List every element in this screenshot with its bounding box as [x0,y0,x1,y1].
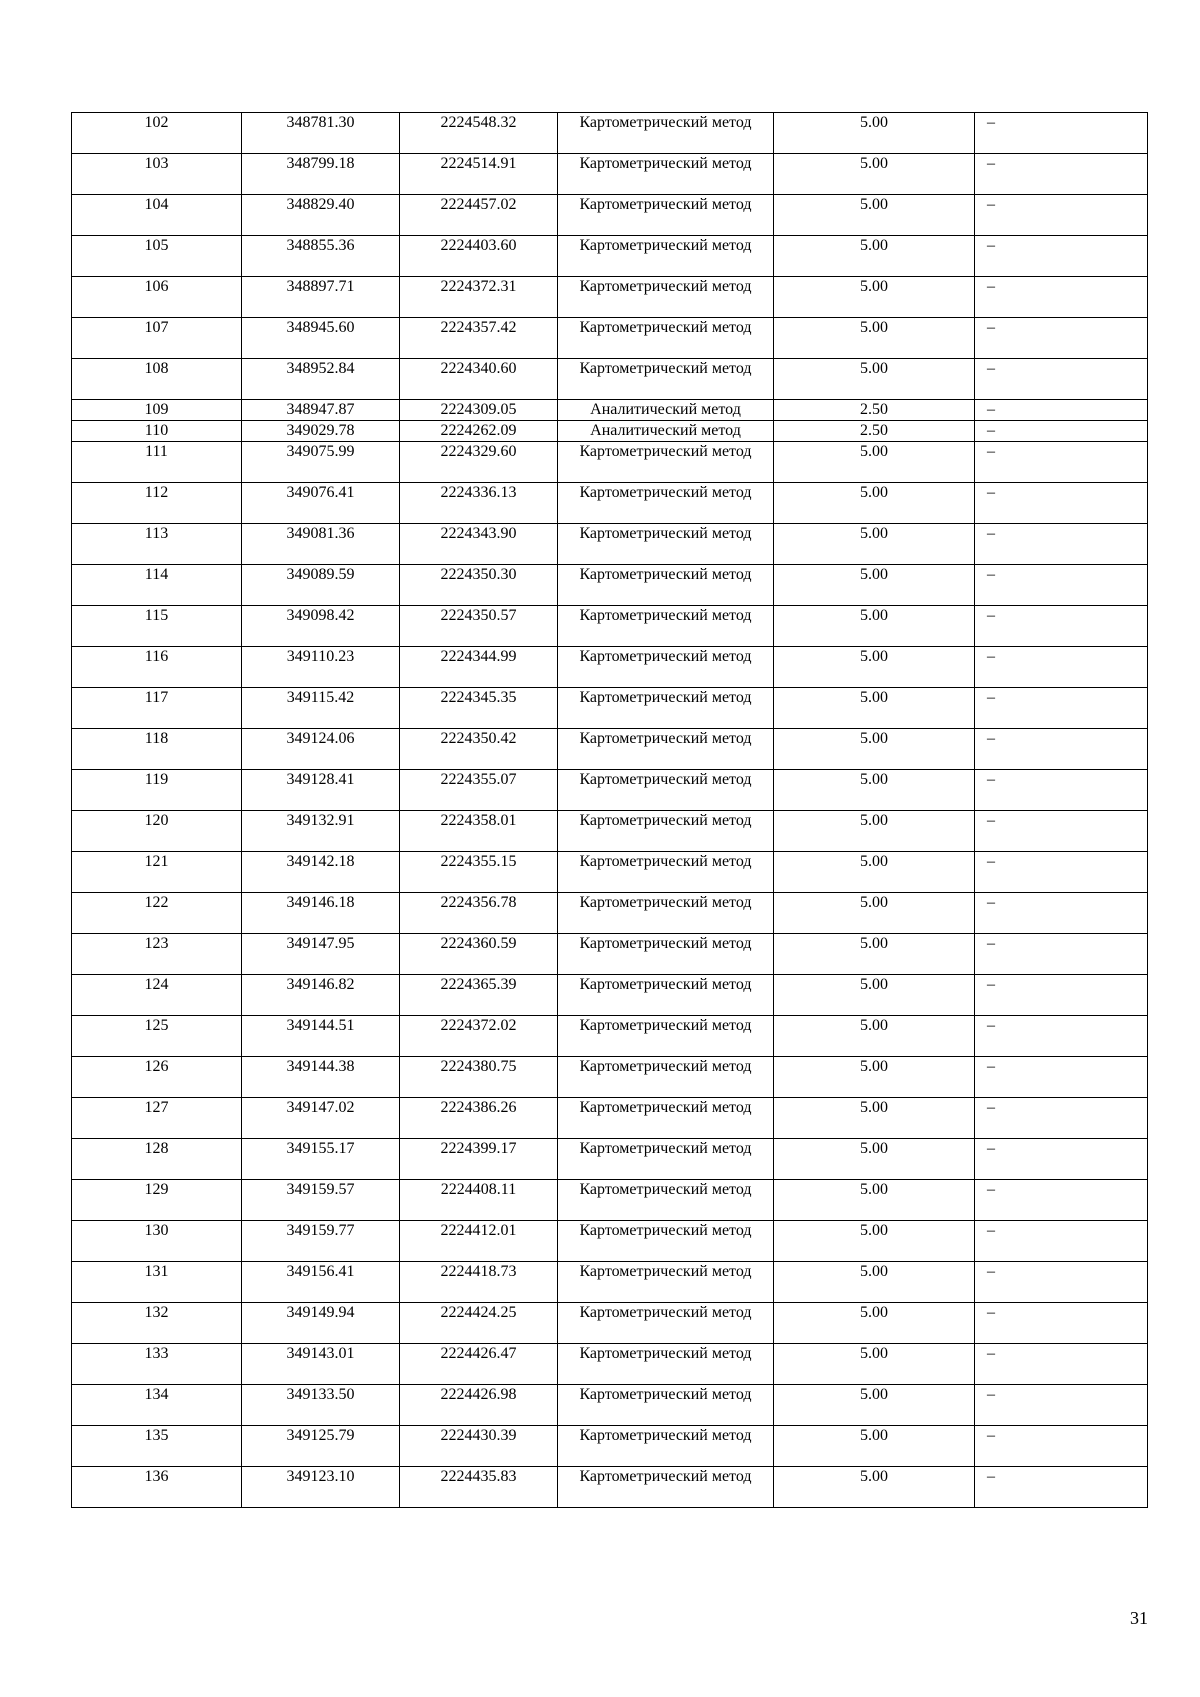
y-coordinate-cell: 2224399.17 [400,1139,558,1180]
y-coordinate-cell: 2224340.60 [400,359,558,400]
method-cell: Картометрический метод [558,1180,774,1221]
note-cell: – [975,811,1148,852]
precision-cell: 5.00 [774,483,975,524]
table-row [72,154,1148,195]
coordinates-table-body [72,113,1148,1508]
note-cell: – [975,934,1148,975]
x-coordinate-cell: 349132.91 [242,811,400,852]
note-cell: – [975,1180,1148,1221]
note-cell: – [975,1344,1148,1385]
precision-cell: 2.50 [774,400,975,421]
y-coordinate-cell: 2224372.31 [400,277,558,318]
note-cell: – [975,318,1148,359]
precision-cell: 5.00 [774,1262,975,1303]
precision-cell: 2.50 [774,421,975,442]
table-row [72,688,1148,729]
y-coordinate-cell: 2224358.01 [400,811,558,852]
point-number-cell: 108 [72,359,242,400]
method-cell: Картометрический метод [558,565,774,606]
x-coordinate-cell: 348799.18 [242,154,400,195]
table-row [72,1057,1148,1098]
precision-cell: 5.00 [774,277,975,318]
precision-cell: 5.00 [774,565,975,606]
point-number-cell: 129 [72,1180,242,1221]
x-coordinate-cell: 348781.30 [242,113,400,154]
method-cell: Аналитический метод [558,421,774,442]
point-number-cell: 116 [72,647,242,688]
table-row [72,1016,1148,1057]
x-coordinate-cell: 349156.41 [242,1262,400,1303]
precision-cell: 5.00 [774,975,975,1016]
method-cell: Картометрический метод [558,483,774,524]
page-number: 31 [1130,1608,1148,1628]
point-number-cell: 134 [72,1385,242,1426]
x-coordinate-cell: 349089.59 [242,565,400,606]
note-cell: – [975,1385,1148,1426]
note-cell: – [975,195,1148,236]
y-coordinate-cell: 2224344.99 [400,647,558,688]
method-cell: Картометрический метод [558,113,774,154]
point-number-cell: 133 [72,1344,242,1385]
x-coordinate-cell: 348947.87 [242,400,400,421]
method-cell: Картометрический метод [558,318,774,359]
table-row [72,647,1148,688]
x-coordinate-cell: 349146.82 [242,975,400,1016]
y-coordinate-cell: 2224309.05 [400,400,558,421]
method-cell: Аналитический метод [558,400,774,421]
method-cell: Картометрический метод [558,1426,774,1467]
precision-cell: 5.00 [774,1139,975,1180]
method-cell: Картометрический метод [558,647,774,688]
point-number-cell: 114 [72,565,242,606]
precision-cell: 5.00 [774,236,975,277]
table-row [72,770,1148,811]
precision-cell: 5.00 [774,688,975,729]
point-number-cell: 117 [72,688,242,729]
x-coordinate-cell: 349159.77 [242,1221,400,1262]
y-coordinate-cell: 2224350.57 [400,606,558,647]
method-cell: Картометрический метод [558,852,774,893]
x-coordinate-cell: 349123.10 [242,1467,400,1508]
table-row [72,236,1148,277]
x-coordinate-cell: 349155.17 [242,1139,400,1180]
table-row [72,1303,1148,1344]
method-cell: Картометрический метод [558,1467,774,1508]
precision-cell: 5.00 [774,1180,975,1221]
x-coordinate-cell: 348855.36 [242,236,400,277]
x-coordinate-cell: 349144.38 [242,1057,400,1098]
x-coordinate-cell: 349128.41 [242,770,400,811]
point-number-cell: 130 [72,1221,242,1262]
table-row [72,1139,1148,1180]
method-cell: Картометрический метод [558,1057,774,1098]
table-row [72,277,1148,318]
precision-cell: 5.00 [774,1057,975,1098]
note-cell: – [975,1098,1148,1139]
precision-cell: 5.00 [774,154,975,195]
precision-cell: 5.00 [774,1467,975,1508]
y-coordinate-cell: 2224418.73 [400,1262,558,1303]
method-cell: Картометрический метод [558,934,774,975]
point-number-cell: 121 [72,852,242,893]
x-coordinate-cell: 349029.78 [242,421,400,442]
table-row [72,359,1148,400]
table-row [72,1467,1148,1508]
x-coordinate-cell: 349147.02 [242,1098,400,1139]
method-cell: Картометрический метод [558,236,774,277]
y-coordinate-cell: 2224356.78 [400,893,558,934]
precision-cell: 5.00 [774,852,975,893]
precision-cell: 5.00 [774,893,975,934]
method-cell: Картометрический метод [558,1385,774,1426]
method-cell: Картометрический метод [558,195,774,236]
table-row [72,1221,1148,1262]
method-cell: Картометрический метод [558,688,774,729]
method-cell: Картометрический метод [558,277,774,318]
y-coordinate-cell: 2224360.59 [400,934,558,975]
note-cell: – [975,852,1148,893]
note-cell: – [975,1139,1148,1180]
method-cell: Картометрический метод [558,1139,774,1180]
y-coordinate-cell: 2224365.39 [400,975,558,1016]
precision-cell: 5.00 [774,729,975,770]
table-row [72,524,1148,565]
point-number-cell: 135 [72,1426,242,1467]
x-coordinate-cell: 348897.71 [242,277,400,318]
precision-cell: 5.00 [774,647,975,688]
x-coordinate-cell: 349115.42 [242,688,400,729]
precision-cell: 5.00 [774,1385,975,1426]
y-coordinate-cell: 2224548.32 [400,113,558,154]
note-cell: – [975,1016,1148,1057]
point-number-cell: 125 [72,1016,242,1057]
precision-cell: 5.00 [774,1016,975,1057]
point-number-cell: 104 [72,195,242,236]
note-cell: – [975,606,1148,647]
point-number-cell: 109 [72,400,242,421]
method-cell: Картометрический метод [558,359,774,400]
note-cell: – [975,565,1148,606]
y-coordinate-cell: 2224457.02 [400,195,558,236]
precision-cell: 5.00 [774,606,975,647]
x-coordinate-cell: 349098.42 [242,606,400,647]
point-number-cell: 118 [72,729,242,770]
x-coordinate-cell: 349124.06 [242,729,400,770]
y-coordinate-cell: 2224412.01 [400,1221,558,1262]
note-cell: – [975,1057,1148,1098]
y-coordinate-cell: 2224426.47 [400,1344,558,1385]
y-coordinate-cell: 2224262.09 [400,421,558,442]
table-row [72,606,1148,647]
table-row [72,893,1148,934]
x-coordinate-cell: 349142.18 [242,852,400,893]
precision-cell: 5.00 [774,811,975,852]
precision-cell: 5.00 [774,113,975,154]
method-cell: Картометрический метод [558,154,774,195]
x-coordinate-cell: 349133.50 [242,1385,400,1426]
note-cell: – [975,647,1148,688]
note-cell: – [975,1262,1148,1303]
precision-cell: 5.00 [774,524,975,565]
y-coordinate-cell: 2224355.15 [400,852,558,893]
method-cell: Картометрический метод [558,442,774,483]
table-row [72,318,1148,359]
x-coordinate-cell: 348952.84 [242,359,400,400]
point-number-cell: 115 [72,606,242,647]
method-cell: Картометрический метод [558,1016,774,1057]
method-cell: Картометрический метод [558,729,774,770]
point-number-cell: 122 [72,893,242,934]
precision-cell: 5.00 [774,318,975,359]
table-row [72,113,1148,154]
x-coordinate-cell: 349081.36 [242,524,400,565]
x-coordinate-cell: 349143.01 [242,1344,400,1385]
note-cell: – [975,729,1148,770]
y-coordinate-cell: 2224345.35 [400,688,558,729]
precision-cell: 5.00 [774,359,975,400]
method-cell: Картометрический метод [558,1344,774,1385]
point-number-cell: 112 [72,483,242,524]
note-cell: – [975,400,1148,421]
y-coordinate-cell: 2224435.83 [400,1467,558,1508]
table-row [72,1344,1148,1385]
point-number-cell: 102 [72,113,242,154]
x-coordinate-cell: 349147.95 [242,934,400,975]
x-coordinate-cell: 349149.94 [242,1303,400,1344]
point-number-cell: 124 [72,975,242,1016]
table-row [72,811,1148,852]
note-cell: – [975,359,1148,400]
x-coordinate-cell: 349075.99 [242,442,400,483]
y-coordinate-cell: 2224403.60 [400,236,558,277]
y-coordinate-cell: 2224372.02 [400,1016,558,1057]
precision-cell: 5.00 [774,1221,975,1262]
method-cell: Картометрический метод [558,811,774,852]
table-row [72,934,1148,975]
note-cell: – [975,113,1148,154]
x-coordinate-cell: 349110.23 [242,647,400,688]
note-cell: – [975,277,1148,318]
note-cell: – [975,154,1148,195]
point-number-cell: 111 [72,442,242,483]
note-cell: – [975,1221,1148,1262]
point-number-cell: 113 [72,524,242,565]
table-row [72,565,1148,606]
method-cell: Картометрический метод [558,1098,774,1139]
table-row [72,1426,1148,1467]
table-row [72,1180,1148,1221]
y-coordinate-cell: 2224329.60 [400,442,558,483]
note-cell: – [975,442,1148,483]
table-row [72,400,1148,421]
precision-cell: 5.00 [774,1344,975,1385]
y-coordinate-cell: 2224424.25 [400,1303,558,1344]
point-number-cell: 126 [72,1057,242,1098]
method-cell: Картометрический метод [558,770,774,811]
note-cell: – [975,1426,1148,1467]
precision-cell: 5.00 [774,934,975,975]
table-row [72,729,1148,770]
point-number-cell: 127 [72,1098,242,1139]
y-coordinate-cell: 2224355.07 [400,770,558,811]
y-coordinate-cell: 2224386.26 [400,1098,558,1139]
y-coordinate-cell: 2224343.90 [400,524,558,565]
point-number-cell: 136 [72,1467,242,1508]
table-row [72,421,1148,442]
note-cell: – [975,1303,1148,1344]
y-coordinate-cell: 2224514.91 [400,154,558,195]
note-cell: – [975,975,1148,1016]
table-row [72,852,1148,893]
precision-cell: 5.00 [774,195,975,236]
note-cell: – [975,524,1148,565]
point-number-cell: 131 [72,1262,242,1303]
point-number-cell: 132 [72,1303,242,1344]
precision-cell: 5.00 [774,1303,975,1344]
note-cell: – [975,1467,1148,1508]
y-coordinate-cell: 2224357.42 [400,318,558,359]
point-number-cell: 103 [72,154,242,195]
note-cell: – [975,236,1148,277]
table-row [72,483,1148,524]
y-coordinate-cell: 2224430.39 [400,1426,558,1467]
point-number-cell: 128 [72,1139,242,1180]
y-coordinate-cell: 2224350.30 [400,565,558,606]
y-coordinate-cell: 2224380.75 [400,1057,558,1098]
point-number-cell: 123 [72,934,242,975]
y-coordinate-cell: 2224336.13 [400,483,558,524]
y-coordinate-cell: 2224408.11 [400,1180,558,1221]
table-row [72,1385,1148,1426]
coordinates-table [71,112,1148,1508]
method-cell: Картометрический метод [558,1221,774,1262]
point-number-cell: 120 [72,811,242,852]
note-cell: – [975,421,1148,442]
y-coordinate-cell: 2224426.98 [400,1385,558,1426]
method-cell: Картометрический метод [558,1303,774,1344]
precision-cell: 5.00 [774,1098,975,1139]
method-cell: Картометрический метод [558,893,774,934]
table-row [72,195,1148,236]
y-coordinate-cell: 2224350.42 [400,729,558,770]
table-row [72,975,1148,1016]
point-number-cell: 106 [72,277,242,318]
method-cell: Картометрический метод [558,606,774,647]
x-coordinate-cell: 348945.60 [242,318,400,359]
x-coordinate-cell: 349146.18 [242,893,400,934]
table-row [72,1098,1148,1139]
precision-cell: 5.00 [774,770,975,811]
precision-cell: 5.00 [774,1426,975,1467]
x-coordinate-cell: 349076.41 [242,483,400,524]
point-number-cell: 105 [72,236,242,277]
method-cell: Картометрический метод [558,524,774,565]
note-cell: – [975,893,1148,934]
point-number-cell: 119 [72,770,242,811]
point-number-cell: 110 [72,421,242,442]
method-cell: Картометрический метод [558,1262,774,1303]
x-coordinate-cell: 349125.79 [242,1426,400,1467]
note-cell: – [975,483,1148,524]
note-cell: – [975,688,1148,729]
x-coordinate-cell: 349159.57 [242,1180,400,1221]
note-cell: – [975,770,1148,811]
method-cell: Картометрический метод [558,975,774,1016]
table-row [72,442,1148,483]
x-coordinate-cell: 349144.51 [242,1016,400,1057]
x-coordinate-cell: 348829.40 [242,195,400,236]
precision-cell: 5.00 [774,442,975,483]
point-number-cell: 107 [72,318,242,359]
table-row [72,1262,1148,1303]
